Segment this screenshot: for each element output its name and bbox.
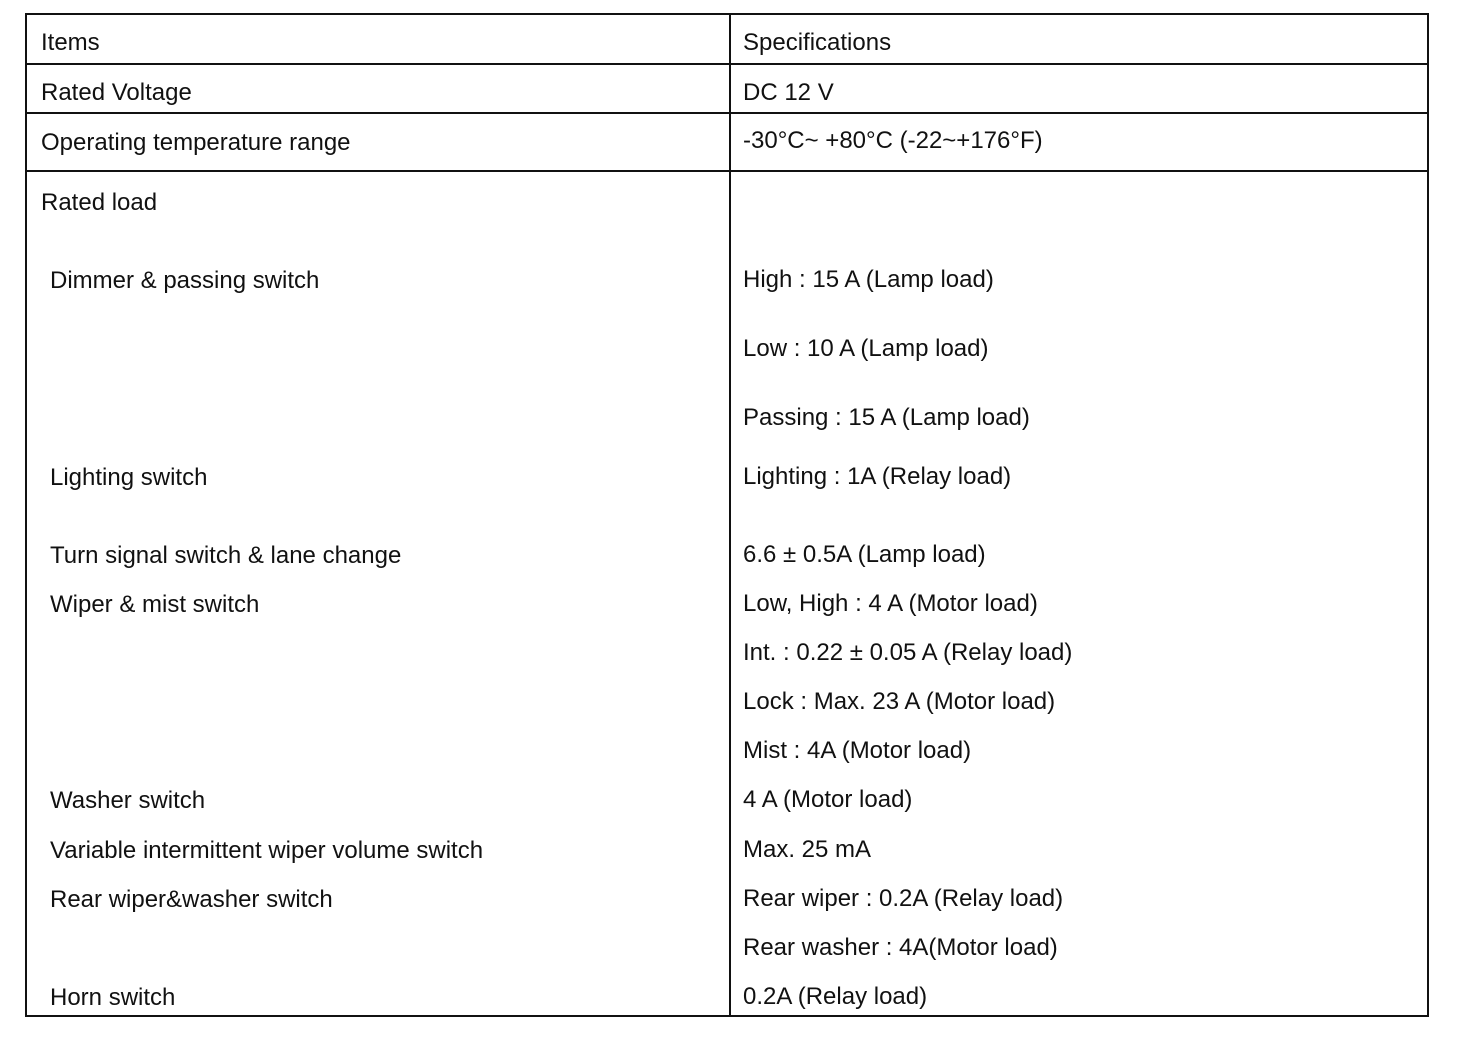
variable-wiper-value: Max. 25 mA: [743, 836, 872, 863]
wiper-mist-value: Mist : 4A (Motor load): [743, 737, 972, 764]
rear-washer-value: Rear washer : 4A(Motor load): [743, 934, 1058, 961]
header-items: Items: [41, 29, 100, 56]
temperature-value: -30°C~ +80°C (-22~+176°F): [743, 127, 1043, 154]
row-divider: [27, 112, 1427, 114]
row-divider: [27, 63, 1427, 65]
lighting-switch-value: Lighting : 1A (Relay load): [743, 463, 1012, 490]
wiper-low-high-value: Low, High : 4 A (Motor load): [743, 590, 1038, 617]
header-specifications: Specifications: [743, 29, 892, 56]
rated-load-label: Rated load: [41, 189, 158, 216]
wiper-switch-label: Wiper & mist switch: [50, 591, 260, 618]
rated-voltage-label: Rated Voltage: [41, 79, 192, 106]
horn-switch-label: Horn switch: [50, 984, 176, 1011]
washer-switch-value: 4 A (Motor load): [743, 786, 913, 813]
dimmer-passing-value: Passing : 15 A (Lamp load): [743, 404, 1030, 431]
temperature-label: Operating temperature range: [41, 129, 351, 156]
turn-signal-value: 6.6 ± 0.5A (Lamp load): [743, 541, 986, 568]
dimmer-high-value: High : 15 A (Lamp load): [743, 266, 994, 293]
dimmer-low-value: Low : 10 A (Lamp load): [743, 335, 989, 362]
rear-wiper-washer-label: Rear wiper&washer switch: [50, 886, 333, 913]
rated-voltage-value: DC 12 V: [743, 79, 834, 106]
variable-wiper-label: Variable intermittent wiper volume switch: [50, 837, 484, 864]
column-divider: [729, 15, 731, 1015]
washer-switch-label: Washer switch: [50, 787, 206, 814]
wiper-lock-value: Lock : Max. 23 A (Motor load): [743, 688, 1056, 715]
rear-wiper-value: Rear wiper : 0.2A (Relay load): [743, 885, 1064, 912]
wiper-int-value: Int. : 0.22 ± 0.05 A (Relay load): [743, 639, 1073, 666]
specifications-table: [25, 13, 1429, 1017]
lighting-switch-label: Lighting switch: [50, 464, 208, 491]
row-divider: [27, 170, 1427, 172]
dimmer-switch-label: Dimmer & passing switch: [50, 267, 320, 294]
turn-signal-label: Turn signal switch & lane change: [50, 542, 402, 569]
horn-switch-value: 0.2A (Relay load): [743, 983, 928, 1010]
